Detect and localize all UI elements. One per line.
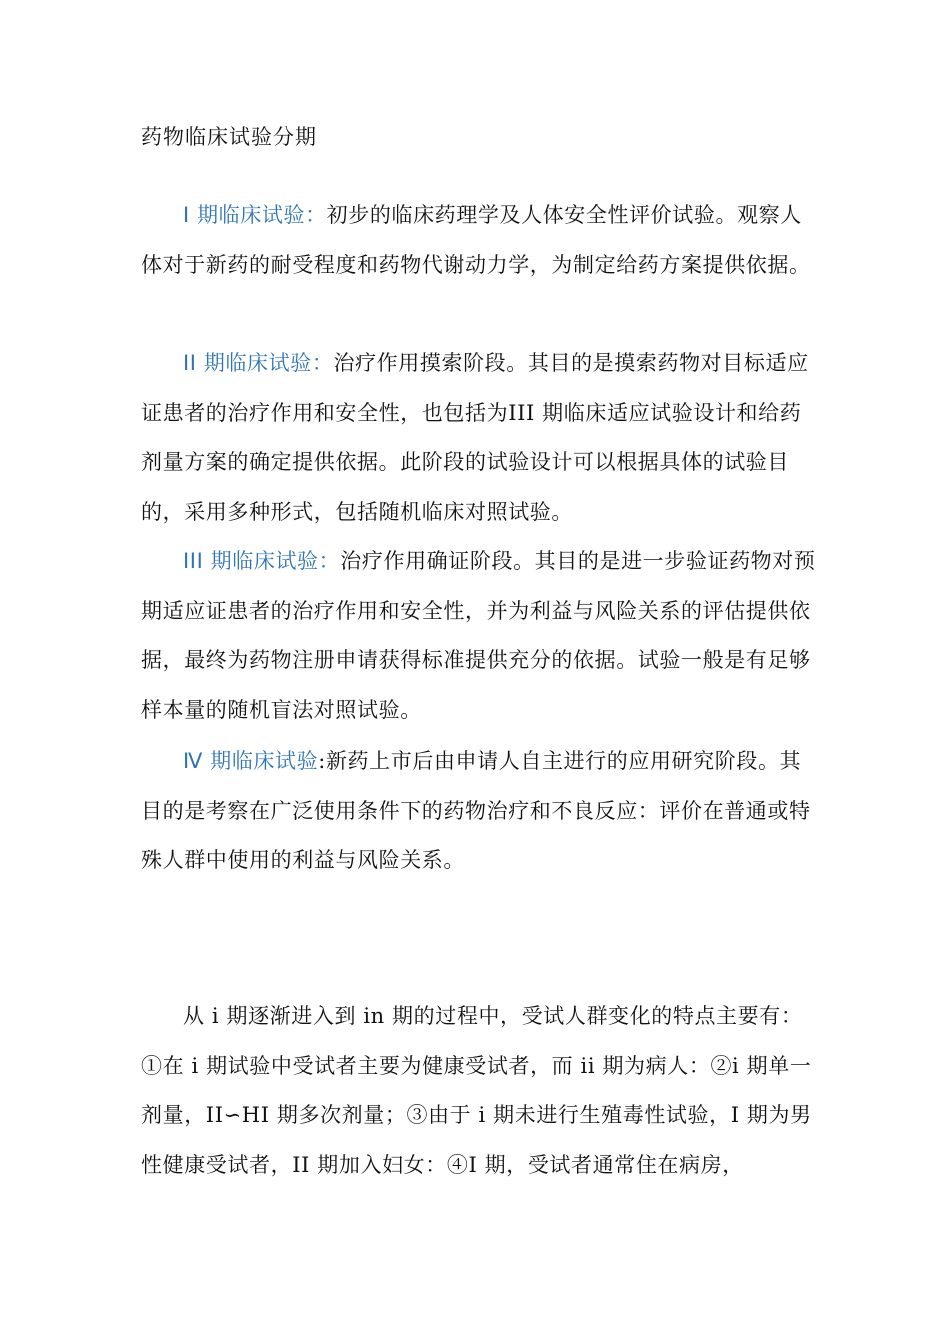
phase-3-label: III 期临床试验： (183, 549, 341, 573)
phase-4-paragraph (141, 737, 821, 886)
summary-paragraph: 从 i 期逐渐进入到 in 期的过程中，受试人群变化的特点主要有：①在 i 期试验中受试者主要为健康受试者，而 ii 期为病人：②i 期单一剂量，II∽HI 期多次剂量；③由于 i 期未进行生殖毒性试验，I 期为男性健康受试者，II 期加入妇女：④I 期，受试者通常住在病房， (141, 1004, 812, 1177)
phase-2-label: II 期临床试验： (183, 351, 334, 375)
phase-1-paragraph (141, 191, 821, 290)
phase-2-paragraph (141, 339, 821, 537)
phase-3-paragraph (141, 537, 821, 735)
phase-2-text: 治疗作用摸索阶段。其目的是摸索药物对目标适应证患者的治疗作用和安全性，也包括为III 期临床适应试验设计和给药剂量方案的确定提供依据。此阶段的试验设计可以根据具体的试验目的，采用多种形式，包括随机临床对照试验。 (141, 351, 809, 524)
phase-4-label: Ⅳ 期临床试验 (183, 749, 319, 773)
phase-1-text: 初步的临床药理学及人体安全性评价试验。观察人体对于新药的耐受程度和药物代谢动力学，为制定给药方案提供依据。 (141, 203, 811, 277)
document-title: 药物临床试验分期 (141, 125, 317, 149)
phase-1-label: I 期临床试验： (183, 203, 327, 227)
phase-4-text: :新药上市后由申请人自主进行的应用研究阶段。其目的是考察在广泛使用条件下的药物治疗和不良反应：评价在普通或特殊人群中使用的利益与风险关系。 (141, 749, 811, 872)
phase-3-text: 治疗作用确证阶段。其目的是进一步验证药物对预期适应证患者的治疗作用和安全性，并为利益与风险关系的评估提供依据，最终为药物注册申请获得标准提供充分的依据。试验一般是有足够样本量的随机盲法对照试验。 (141, 549, 816, 722)
